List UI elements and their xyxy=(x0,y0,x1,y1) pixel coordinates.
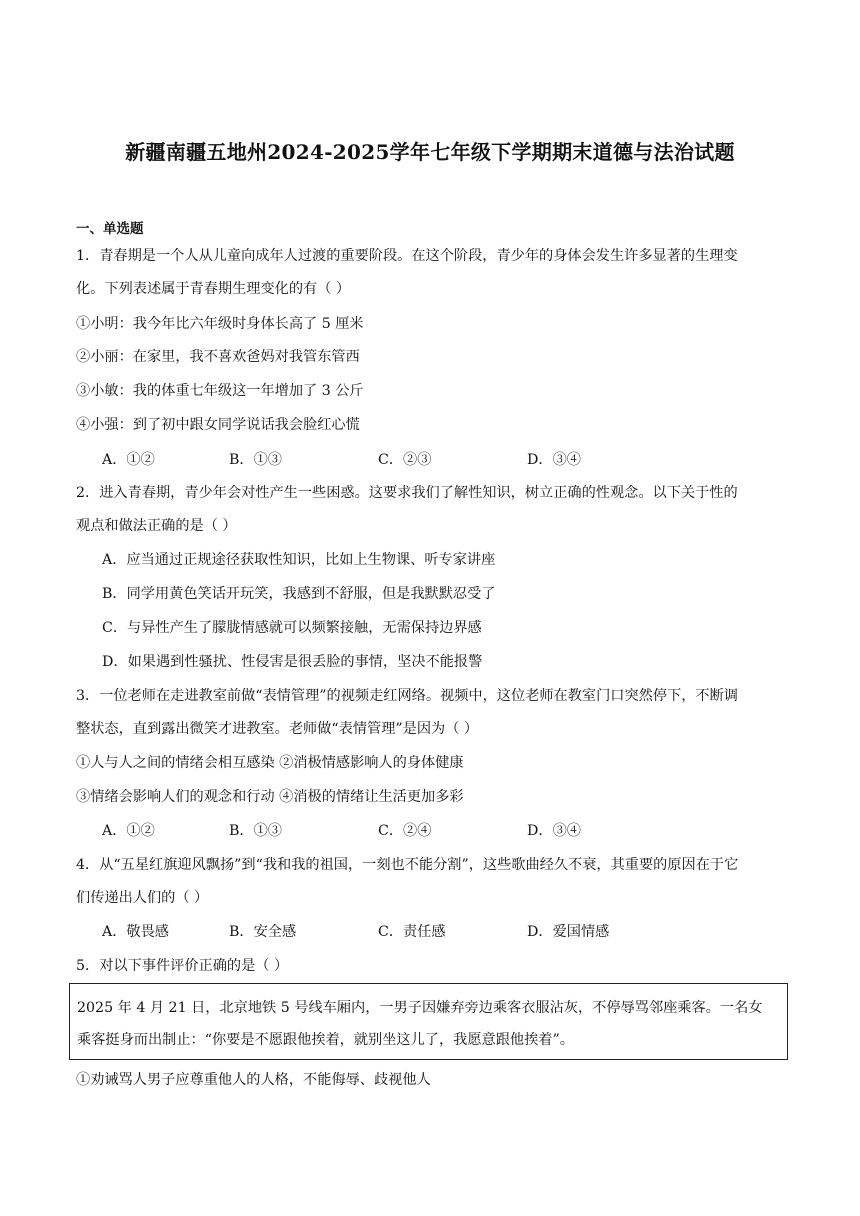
q2-option-d[interactable]: D．如果遇到性骚扰、性侵害是很丢脸的事情，坚决不能报警 xyxy=(102,654,483,670)
q3-option-b[interactable]: B．①③ xyxy=(229,823,282,839)
page-title: 新疆南疆五地州2024-2025学年七年级下学期期末道德与法治试题 xyxy=(125,140,735,164)
q1-item: ②小丽：在家里，我不喜欢爸妈对我管东管西 xyxy=(76,349,360,365)
q1-stem-line2: 化。下列表述属于青春期生理变化的有（ ） xyxy=(76,281,351,297)
q2-stem-line2: 观点和做法正确的是（ ） xyxy=(76,518,237,534)
q4-stem-line1: 4．从“五星红旗迎风飘扬”到“我和我的祖国，一刻也不能分割”，这些歌曲经久不衰，其重要的原因在于它 xyxy=(76,857,739,873)
q3-stem-line2: 整状态，直到露出微笑才进教室。老师做“表情管理”是因为（ ） xyxy=(76,721,479,737)
q1-option-b[interactable]: B．①③ xyxy=(229,452,282,468)
q1-option-a[interactable]: A．①② xyxy=(102,452,155,468)
q4-option-b[interactable]: B．安全感 xyxy=(229,924,297,940)
q3-option-c[interactable]: C．②④ xyxy=(378,823,432,839)
q1-stem-line1: 1．青春期是一个人从儿童向成年人过渡的重要阶段。在这个阶段，青少年的身体会发生许多显著的生理变 xyxy=(76,248,738,264)
q2-option-b[interactable]: B．同学用黄色笑话开玩笑，我感到不舒服，但是我默默忍受了 xyxy=(102,586,496,602)
q4-option-d[interactable]: D．爱国情感 xyxy=(527,924,610,940)
q2-stem-line1: 2．进入青春期，青少年会对性产生一些困惑。这要求我们了解性知识，树立正确的性观念。以下关于性的 xyxy=(76,485,738,501)
q5-stem: 5．对以下事件评价正确的是（ ） xyxy=(76,958,289,974)
q1-item: ④小强：到了初中跟女同学说话我会脸红心慌 xyxy=(76,417,360,433)
q1-option-d[interactable]: D．③④ xyxy=(527,452,581,468)
q2-option-a[interactable]: A．应当通过正规途径获取性知识，比如上生物课、听专家讲座 xyxy=(102,552,496,568)
q3-option-d[interactable]: D．③④ xyxy=(527,823,581,839)
q4-option-a[interactable]: A．敬畏感 xyxy=(102,924,169,940)
q1-option-c[interactable]: C．②③ xyxy=(378,452,432,468)
section-heading: 一、单选题 xyxy=(76,221,144,237)
q3-item: ①人与人之间的情绪会相互感染 ②消极情感影响人的身体健康 xyxy=(76,755,464,771)
q4-stem-line2: 们传递出人们的（ ） xyxy=(76,890,209,906)
q2-option-c[interactable]: C．与异性产生了朦胧情感就可以频繁接触，无需保持边界感 xyxy=(102,620,482,636)
q3-option-a[interactable]: A．①② xyxy=(102,823,155,839)
q5-material-box xyxy=(69,983,788,1060)
q3-item: ③情绪会影响人们的观念和行动 ④消极的情绪让生活更加多彩 xyxy=(76,789,464,805)
q5-material-line1: 2025 年 4 月 21 日，北京地铁 5 号线车厢内，一男子因嫌弃旁边乘客衣服沾灰，不停辱骂邻座乘客。一名女 xyxy=(77,1000,763,1016)
q4-option-c[interactable]: C．责任感 xyxy=(378,924,446,940)
q1-item: ③小敏：我的体重七年级这一年增加了 3 公斤 xyxy=(76,383,364,399)
q3-stem-line1: 3．一位老师在走进教室前做“表情管理”的视频走红网络。视频中，这位老师在教室门口突然停下，不断调 xyxy=(76,688,738,704)
q1-item: ①小明：我今年比六年级时身体长高了 5 厘米 xyxy=(76,316,364,332)
q5-item: ①劝诫骂人男子应尊重他人的人格，不能侮辱、歧视他人 xyxy=(76,1072,431,1088)
q5-material-line2: 乘客挺身而出制止：“你要是不愿跟他挨着，就别坐这儿了，我愿意跟他挨着”。 xyxy=(77,1032,574,1048)
